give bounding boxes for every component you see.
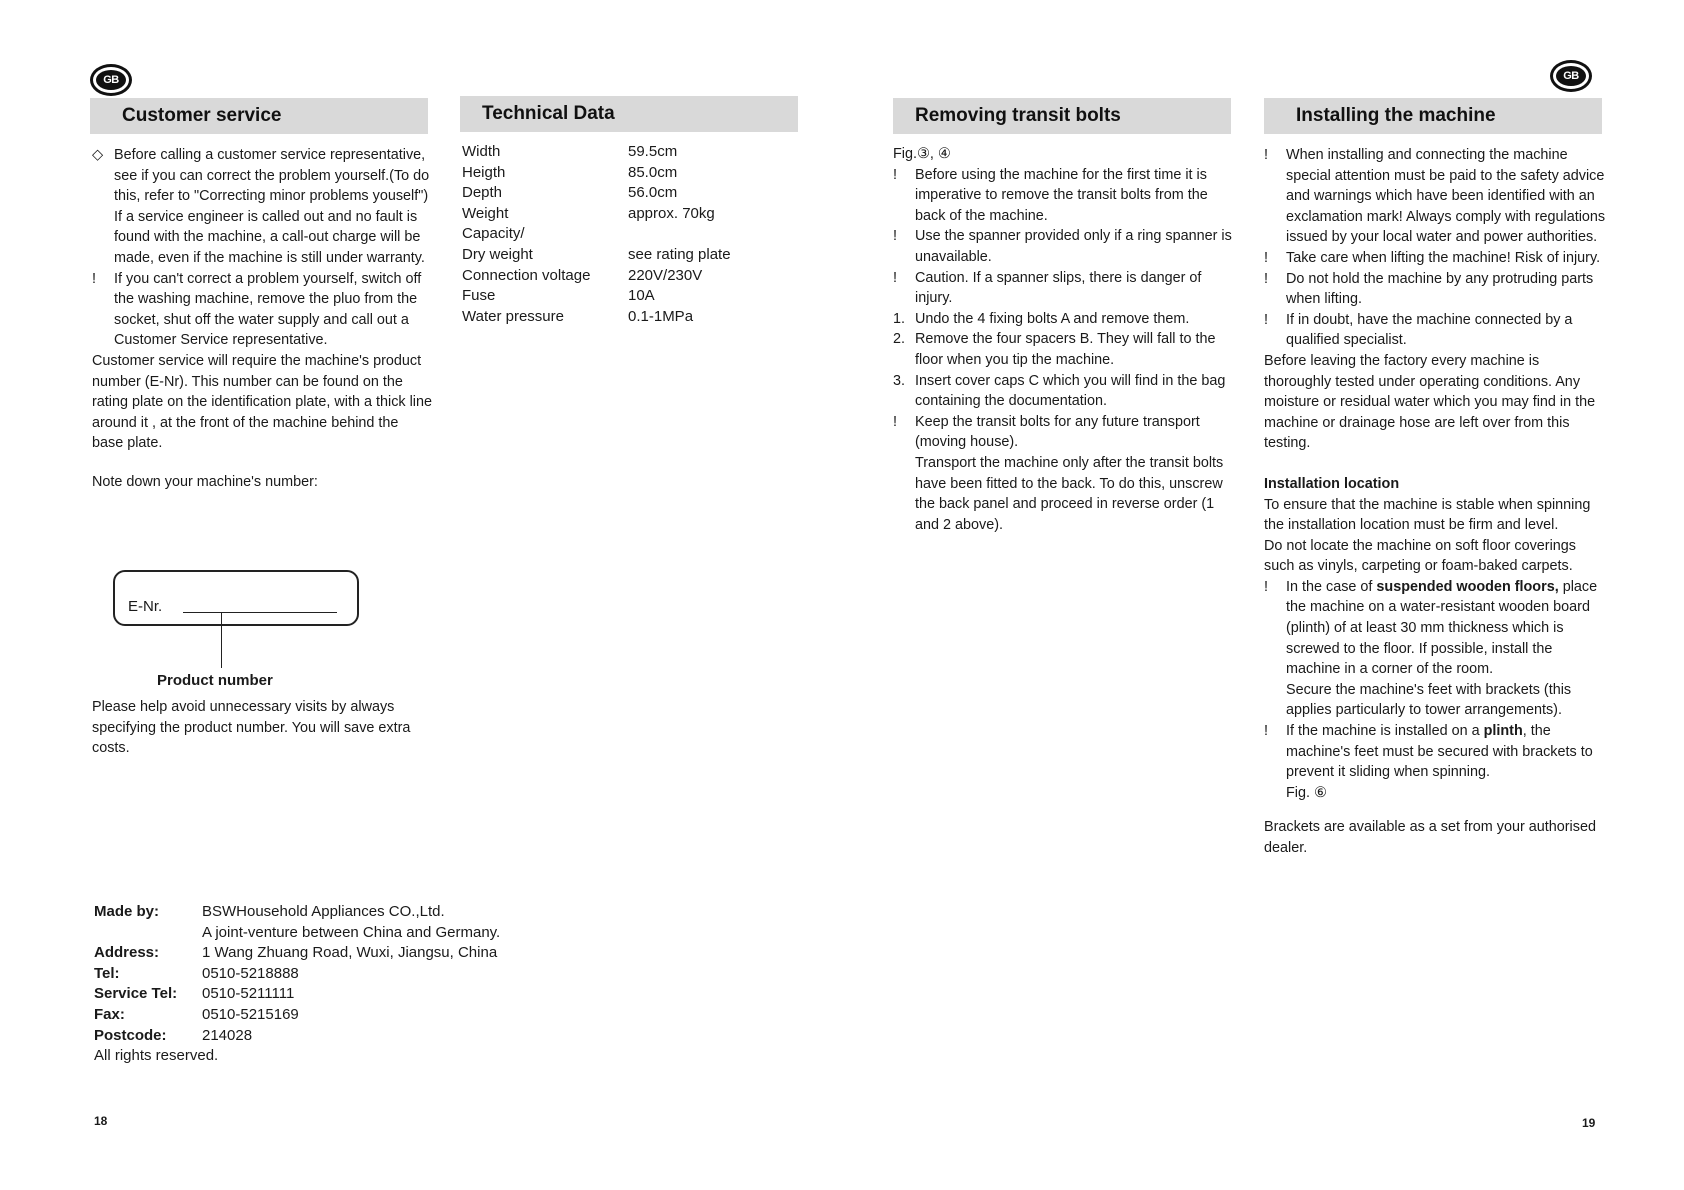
list-item: ! Use the spanner provided only if a ring spanner is unavailable. (893, 228, 1232, 265)
list-item: If a service engineer is called out and no fault is found with the machine, a call-out charge will be made, even if the machine is still under warranty. (114, 208, 425, 266)
figure-reference: Fig.③, ④ (893, 146, 951, 162)
customer-service-body (92, 145, 432, 493)
list-item: ! When installing and connecting the machine special attention must be paid to the safety advice and warnings which have been identified with an exclamation mark! Always comply with regulations issued by your local water and power authorities. (1264, 147, 1606, 246)
list-item: Transport the machine only after the transit bolts have been fitted to the back. To do this, unscrew the back panel and proceed in reverse order (1 and 2 above). (915, 454, 1224, 533)
list-item: ! Before using the machine for the first time it is imperative to remove the transit bolts from the back of the machine. (893, 166, 1208, 224)
technical-data-header: Technical Data (460, 96, 798, 132)
product-number-pointer (221, 612, 222, 668)
product-number-label: Product number (157, 672, 273, 689)
technical-data-table (462, 142, 731, 327)
list-item: ! If in doubt, have the machine connected by a qualified specialist. (1264, 311, 1573, 349)
page-number-right: 19 (1582, 1116, 1596, 1130)
table-row: Heigth 85.0cm (462, 163, 678, 181)
installation-location-heading: Installation location (1264, 475, 1400, 492)
table-row: Capacity/ (462, 225, 525, 243)
table-row: Address: 1 Wang Zhuang Road, Wuxi, Jiangsu, China (94, 944, 498, 962)
transit-bolts-body (893, 144, 1233, 535)
table-row: A joint-venture between China and Germany. (202, 923, 501, 941)
page-number-left: 18 (94, 1114, 108, 1128)
list-item: ! Take care when lifting the machine! Risk of injury. (1264, 249, 1601, 266)
table-row: Service Tel: 0510-5211111 (94, 985, 295, 1003)
list-item: ! Do not hold the machine by any protruding parts when lifting. (1264, 270, 1594, 308)
list-item: ! If the machine is installed on a plinth, the machine's feet must be secured with brackets to prevent it sliding when spinning. Fig. ⑥ (1264, 723, 1593, 801)
list-item: 1. Undo the 4 fixing bolts A and remove them. (893, 310, 1190, 327)
table-row: Width 59.5cm (462, 143, 678, 160)
list-item: ! Caution. If a spanner slips, there is danger of injury. (893, 269, 1202, 307)
table-row: Postcode: 214028 (94, 1026, 253, 1044)
list-item: ! Keep the transit bolts for any future transport (moving house). (893, 413, 1200, 451)
list-item: ◇ Before calling a customer service representative, see if you can correct the problem yourself.(To do this, refer to "Correcting minor problems youself") (92, 147, 430, 205)
table-row: All rights reserved. (94, 1047, 219, 1065)
manufacturer-info (94, 902, 500, 1067)
brackets-note: Brackets are available as a set from your authorised dealer. (1264, 819, 1596, 856)
closing-paragraph: Please help avoid unnecessary visits by always specifying the product number. You will save extra costs. (92, 699, 411, 757)
product-number-paragraph: Customer service will require the machine's product number (E-Nr). This number can be found on the rating plate on the identification plate, with a thick line around it , at the front of the machine behind the base plate. (92, 352, 432, 452)
table-row: Made by: BSWHousehold Appliances CO.,Ltd. (94, 903, 445, 920)
list-item: 2. Remove the four spacers B. They will fall to the floor when you tip the machine. (893, 331, 1216, 368)
gb-language-badge-right: GB (1550, 60, 1592, 92)
list-item: ! In the case of suspended wooden floors, place the machine on a water-resistant wooden board (plinth) of at least 30 mm thickness which is screwed to the floor. If possible, install the machine in a corner of the room. (1264, 578, 1598, 678)
table-row: Depth 56.0cm (462, 184, 678, 202)
enr-label: E-Nr. (128, 598, 163, 615)
testing-paragraph: Before leaving the factory every machine is thoroughly tested under operating conditions. Any moisture or residual water which you may find in the machine or drainage hose are left over from this testing. (1264, 352, 1596, 452)
table-row: Connection voltage 220V/230V (462, 266, 703, 284)
table-row: Fax: 0510-5215169 (94, 1005, 299, 1023)
customer-service-header: Customer service (90, 98, 428, 134)
note-label: Note down your machine's number: (92, 473, 318, 490)
table-row: Fuse 10A (462, 287, 655, 305)
list-item: Secure the machine's feet with brackets (this applies particularly to tower arrangements). (1286, 681, 1572, 719)
transit-bolts-header: Removing transit bolts (893, 98, 1231, 134)
table-row: Dry weight see rating plate (462, 245, 731, 263)
table-row: Tel: 0510-5218888 (94, 964, 299, 982)
list-item: ! If you can't correct a problem yourself, switch off the washing machine, remove the pluo from the socket, shut off the water supply and call out a Customer Service representative. (92, 270, 422, 349)
enr-write-line (183, 612, 337, 613)
installing-header: Installing the machine (1264, 98, 1602, 134)
table-row: Water pressure 0.1-1MPa (462, 307, 694, 325)
installing-body (1264, 145, 1609, 859)
location-paragraph-2: Do not locate the machine on soft floor coverings such as vinyls, carpeting or foam-baked carpets. (1264, 537, 1576, 575)
location-paragraph-1: To ensure that the machine is stable when spinning the installation location must be firm and level. (1264, 496, 1591, 534)
gb-language-badge-left: GB (90, 64, 132, 96)
list-item: 3. Insert cover caps C which you will find in the bag containing the documentation. (893, 372, 1226, 410)
table-row: Weight approx. 70kg (462, 204, 715, 222)
